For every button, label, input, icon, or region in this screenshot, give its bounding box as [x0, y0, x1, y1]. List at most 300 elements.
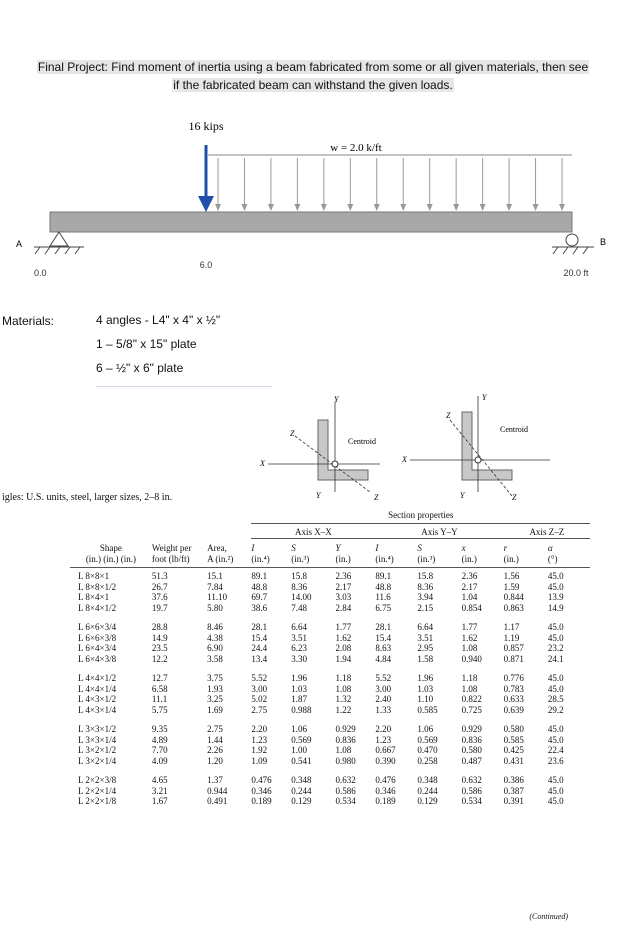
- table-cell: 4.84: [375, 653, 392, 664]
- table-cell: 6.64: [291, 622, 307, 632]
- table-cell: 7.84: [207, 581, 223, 592]
- table-cell: 2.84: [335, 602, 352, 613]
- svg-text:Z: Z: [290, 429, 295, 438]
- table-cell: 5.52: [251, 673, 268, 683]
- table-cell: 0.836: [335, 734, 356, 745]
- svg-text:X: X: [260, 459, 265, 468]
- table-cell: 0.348: [291, 775, 312, 785]
- support-a-label: A: [16, 239, 23, 249]
- table-cell: 69.7: [251, 592, 268, 602]
- table-cell: 13.9: [547, 592, 564, 602]
- table-cell: 6.90: [207, 643, 223, 653]
- table-cell: 2.36: [461, 571, 478, 581]
- table-cell: 0.585: [503, 734, 524, 745]
- angle-figure-equal-leg: [259, 395, 380, 502]
- column-unit: (in.): [461, 553, 477, 564]
- column-unit: (in.³): [291, 553, 310, 564]
- table-cell: 0.189: [375, 796, 396, 806]
- column-unit: foot (lb/ft): [151, 553, 190, 564]
- table-cell: 13.4: [251, 653, 268, 664]
- table-cell: 89.1: [251, 571, 268, 581]
- shape-cell: L 4×3×1/4: [78, 704, 117, 715]
- table-cell: 1.77: [335, 622, 352, 632]
- table-cell: 8.46: [207, 622, 223, 632]
- table-cell: 1.19: [503, 632, 520, 643]
- roller-support-b: [566, 234, 578, 246]
- table-cell: 45.0: [547, 724, 564, 734]
- svg-text:Y: Y: [460, 491, 465, 500]
- table-row: [70, 592, 590, 603]
- table-cell: 0.586: [461, 785, 482, 796]
- table-cell: 19.7: [151, 602, 168, 613]
- column-unit: (in.): [503, 553, 519, 564]
- distributed-load-arrowhead: [506, 204, 512, 211]
- table-cell: 0.569: [417, 734, 438, 745]
- column-header: Shape: [99, 542, 122, 553]
- table-cell: 45.0: [547, 673, 564, 683]
- continued-note: (Continued): [529, 912, 568, 921]
- table-cell: 23.5: [151, 643, 168, 653]
- section-properties-row: [70, 510, 590, 523]
- table-cell: 0.346: [375, 785, 396, 796]
- distributed-load-arrowhead: [294, 204, 300, 211]
- table-cell: 3.00: [375, 683, 392, 694]
- table-row: [70, 684, 590, 695]
- table-row: [70, 582, 590, 593]
- table-cell: 2.17: [461, 581, 478, 592]
- shape-cell: L 6×6×3/8: [78, 632, 117, 643]
- table-cell: 1.62: [335, 632, 352, 643]
- table-cell: 28.1: [251, 622, 268, 632]
- table-cell: 4.65: [151, 775, 168, 785]
- table-cell: 0.346: [251, 785, 272, 796]
- table-cell: 15.8: [291, 571, 307, 581]
- table-row: [70, 735, 590, 746]
- ground-hatch-a: [35, 247, 80, 254]
- shape-cell: L 8×4×1: [78, 592, 110, 602]
- column-unit: (in.⁴): [375, 553, 394, 564]
- table-cell: 26.7: [151, 581, 168, 592]
- table-cell: 3.21: [151, 785, 168, 796]
- table-cell: 0.632: [461, 775, 482, 785]
- table-row: [70, 664, 590, 684]
- column-header: S: [291, 543, 296, 553]
- material-item-plate-1: 1 – 5/8" x 15" plate: [96, 337, 197, 351]
- table-cell: 6.23: [291, 643, 307, 653]
- table-cell: 2.26: [207, 745, 223, 755]
- table-cell: 0.476: [251, 775, 272, 785]
- table-cell: 3.00: [251, 683, 268, 694]
- table-cell: 0.258: [417, 755, 438, 766]
- table-cell: 6.58: [151, 683, 168, 694]
- centroid-label-left: Centroid: [348, 437, 376, 446]
- column-header: Y: [335, 543, 341, 553]
- table-cell: 0.836: [461, 734, 482, 745]
- table-cell: 0.387: [503, 785, 524, 796]
- table-cell: 15.8: [417, 571, 434, 581]
- column-header: x: [461, 543, 466, 553]
- axis-yy-heading: Axis Y–Y: [375, 523, 503, 539]
- table-cell: 1.59: [503, 581, 520, 592]
- shape-cell: L 8×8×1: [78, 571, 110, 581]
- table-cell: 0.348: [417, 775, 438, 785]
- table-row: [70, 786, 590, 797]
- table-cell: 0.244: [417, 785, 438, 796]
- table-cell: 0.929: [461, 724, 482, 734]
- distributed-load-arrowhead: [400, 204, 406, 211]
- table-cell: 1.77: [461, 622, 478, 632]
- table-cell: 1.06: [291, 724, 307, 734]
- materials-label: Materials:: [2, 314, 55, 328]
- table-row: [70, 694, 590, 705]
- table-cell: 4.89: [151, 734, 168, 745]
- column-unit: (in.³): [417, 553, 436, 564]
- table-cell: 2.20: [251, 724, 268, 734]
- table-cell: 45.0: [547, 683, 564, 694]
- table-cell: 28.1: [375, 622, 392, 632]
- angle-properties-table: [70, 510, 590, 807]
- table-cell: 2.95: [417, 643, 434, 653]
- material-item-angles: 4 angles - L4" x 4" x ½": [96, 313, 221, 327]
- table-cell: 0.541: [291, 755, 312, 766]
- table-cell: 51.3: [151, 571, 168, 581]
- distributed-load-arrowhead: [241, 204, 247, 211]
- shape-cell: L 4×3×1/2: [78, 694, 117, 704]
- distributed-load-arrowhead: [374, 204, 380, 211]
- angle-section-figures: [250, 392, 560, 504]
- table-cell: 0.470: [417, 745, 438, 755]
- table-cell: 1.32: [335, 694, 352, 704]
- table-row: [70, 654, 590, 665]
- table-cell: 1.22: [335, 704, 352, 715]
- shape-cell: L 2×2×1/4: [78, 785, 117, 796]
- table-cell: 3.58: [207, 653, 223, 664]
- table-cell: 1.08: [335, 745, 352, 755]
- table-row: [70, 796, 590, 807]
- table-cell: 0.390: [375, 755, 396, 766]
- table-cell: 45.0: [547, 785, 564, 796]
- point-load-arrowhead: [198, 196, 214, 212]
- table-cell: 0.988: [291, 704, 312, 715]
- table-cell: 0.844: [503, 592, 524, 602]
- table-cell: 8.63: [375, 643, 392, 653]
- table-cell: 1.18: [335, 673, 352, 683]
- shape-cell: L 6×6×3/4: [78, 622, 117, 632]
- table-cell: 1.08: [461, 643, 478, 653]
- table-row: [70, 766, 590, 786]
- table-cell: 1.44: [207, 734, 223, 745]
- table-cell: 1.23: [375, 734, 392, 745]
- pin-support-a: [50, 232, 68, 246]
- column-header: r: [503, 543, 508, 553]
- table-cell: 1.18: [461, 673, 478, 683]
- table-cell: 24.4: [251, 643, 268, 653]
- centroid-label-right: Centroid: [500, 425, 528, 434]
- table-cell: 0.534: [335, 796, 356, 806]
- table-cell: 1.67: [151, 796, 168, 806]
- table-cell: 0.569: [291, 734, 312, 745]
- material-item-plate-2: 6 – ½" x 6" plate: [96, 361, 184, 375]
- distributed-load-arrowhead: [453, 204, 459, 211]
- svg-text:Y: Y: [316, 491, 321, 500]
- shape-cell: L 3×3×1/4: [78, 734, 117, 745]
- table-cell: 4.09: [151, 755, 168, 766]
- table-cell: 2.17: [335, 581, 352, 592]
- table-cell: 5.52: [375, 673, 392, 683]
- table-cell: 3.25: [207, 694, 223, 704]
- column-unit: (in.⁴): [251, 553, 270, 564]
- table-cell: 12.7: [151, 673, 168, 683]
- table-cell: 1.03: [291, 683, 307, 694]
- table-cell: 3.94: [417, 592, 434, 602]
- column-unit: A (in.²): [207, 553, 234, 564]
- table-cell: 28.5: [547, 694, 564, 704]
- ground-hatch-b: [553, 247, 588, 254]
- column-header-row: [70, 539, 590, 554]
- distributed-load-arrowhead: [427, 204, 433, 211]
- shape-cell: L 6×4×3/8: [78, 653, 117, 664]
- table-row: [70, 603, 590, 614]
- column-unit: (°): [547, 553, 558, 564]
- svg-text:Z: Z: [374, 493, 379, 502]
- table-cell: 0.580: [503, 724, 524, 734]
- project-title: [0, 58, 626, 94]
- table-cell: 0.632: [335, 775, 356, 785]
- table-cell: 0.854: [461, 602, 482, 613]
- table-cell: 11.1: [151, 694, 168, 704]
- distributed-load-arrows: [215, 158, 565, 211]
- distributed-load-arrowhead: [347, 204, 353, 211]
- table-body: [70, 568, 590, 807]
- table-cell: 0.776: [503, 673, 524, 683]
- shape-cell: L 4×4×1/2: [78, 673, 117, 683]
- column-unit: (in.) (in.) (in.): [85, 553, 137, 564]
- table-cell: 0.491: [207, 796, 228, 806]
- table-cell: 45.0: [547, 632, 564, 643]
- table-cell: 0.431: [503, 755, 524, 766]
- table-cell: 1.93: [207, 683, 223, 694]
- table-cell: 2.36: [335, 571, 352, 581]
- distributed-load-arrowhead: [533, 204, 539, 211]
- table-cell: 45.0: [547, 571, 564, 581]
- table-cell: 4.38: [207, 632, 223, 643]
- table-cell: 0.667: [375, 745, 396, 755]
- table-cell: 1.33: [375, 704, 392, 715]
- table-cell: 1.10: [417, 694, 434, 704]
- table-row: [70, 745, 590, 756]
- table-cell: 7.48: [291, 602, 307, 613]
- table-cell: 1.37: [207, 775, 223, 785]
- shape-cell: L 2×2×3/8: [78, 775, 117, 785]
- table-cell: 23.6: [547, 755, 564, 766]
- table-cell: 24.1: [547, 653, 564, 664]
- table-cell: 0.189: [251, 796, 272, 806]
- table-row: [70, 643, 590, 654]
- table-cell: 6.64: [417, 622, 434, 632]
- point-load-label: 16 kips: [188, 119, 224, 133]
- table-cell: 0.871: [503, 653, 524, 664]
- beam-diagram: [0, 100, 626, 290]
- distributed-load-arrowhead: [321, 204, 327, 211]
- table-cell: 1.92: [251, 745, 268, 755]
- table-cell: 0.129: [291, 796, 312, 806]
- table-cell: 1.03: [417, 683, 434, 694]
- table-cell: 37.6: [151, 592, 168, 602]
- shape-cell: L 3×3×1/2: [78, 724, 117, 734]
- table-cell: 1.96: [291, 673, 307, 683]
- axis-group-row: [70, 523, 590, 539]
- svg-text:Z: Z: [446, 411, 451, 420]
- table-cell: 5.80: [207, 602, 223, 613]
- table-cell: 3.03: [335, 592, 352, 602]
- table-row: [70, 715, 590, 735]
- table-cell: 0.244: [291, 785, 312, 796]
- table-cell: 3.51: [417, 632, 434, 643]
- x-end-label: 20.0 ft: [563, 268, 589, 278]
- table-cell: 0.725: [461, 704, 482, 715]
- table-cell: 8.36: [291, 581, 307, 592]
- table-cell: 45.0: [547, 775, 564, 785]
- svg-text:Y: Y: [334, 395, 339, 404]
- column-header: Weight per: [151, 542, 192, 553]
- table-cell: 1.96: [417, 673, 434, 683]
- shape-cell: L 8×8×1/2: [78, 581, 117, 592]
- table-cell: 3.51: [291, 632, 307, 643]
- table-cell: 15.4: [375, 632, 392, 643]
- axis-zz-heading: Axis Z–Z: [504, 523, 590, 539]
- table-cell: 1.08: [335, 683, 352, 694]
- support-b-label: B: [600, 237, 607, 247]
- table-cell: 0.639: [503, 704, 524, 715]
- table-cell: 45.0: [547, 622, 564, 632]
- table-cell: 0.487: [461, 755, 482, 766]
- table-cell: 0.633: [503, 694, 524, 704]
- distributed-load-label: w = 2.0 k/ft: [330, 142, 382, 154]
- beam-body: [50, 212, 572, 232]
- table-cell: 9.35: [151, 724, 168, 734]
- table-cell: 1.17: [503, 622, 520, 632]
- table-cell: 0.585: [417, 704, 438, 715]
- table-cell: 0.386: [503, 775, 524, 785]
- table-cell: 1.04: [461, 592, 478, 602]
- table-cell: 11.6: [375, 592, 391, 602]
- table-cell: 2.40: [375, 694, 392, 704]
- table-cell: 0.425: [503, 745, 524, 755]
- table-cell: 1.56: [503, 571, 520, 581]
- table-cell: 29.2: [547, 704, 564, 715]
- column-header: Area,: [207, 542, 227, 553]
- distributed-load-arrowhead: [268, 204, 274, 211]
- table-cell: 89.1: [375, 571, 392, 581]
- svg-text:Y: Y: [482, 393, 487, 402]
- table-cell: 8.36: [417, 581, 434, 592]
- column-header: α: [547, 543, 553, 553]
- table-cell: 2.75: [207, 724, 223, 734]
- column-header: I: [251, 543, 255, 553]
- table-cell: 2.15: [417, 602, 434, 613]
- table-cell: 1.23: [251, 734, 268, 745]
- table-cell: 28.8: [151, 622, 168, 632]
- table-cell: 1.62: [461, 632, 478, 643]
- table-cell: 48.8: [375, 581, 392, 592]
- x-load-label: 6.0: [199, 260, 213, 270]
- table-cell: 0.863: [503, 602, 524, 613]
- table-cell: 0.391: [503, 796, 524, 806]
- table-row: [70, 613, 590, 633]
- table-cell: 12.2: [151, 653, 168, 664]
- table-cell: 45.0: [547, 796, 564, 806]
- shape-cell: L 3×2×1/4: [78, 755, 117, 766]
- table-cell: 0.944: [207, 785, 228, 796]
- shape-cell: L 6×4×3/4: [78, 643, 117, 653]
- table-cell: 1.06: [417, 724, 434, 734]
- column-header: S: [417, 543, 422, 553]
- table-cell: 0.783: [503, 683, 524, 694]
- table-cell: 1.58: [417, 653, 434, 664]
- table-cell: 1.69: [207, 704, 223, 715]
- table-cell: 14.00: [291, 592, 312, 602]
- table-cell: 2.20: [375, 724, 392, 734]
- table-cell: 3.30: [291, 653, 307, 664]
- table-cell: 11.10: [207, 592, 228, 602]
- table-caption: igles: U.S. units, steel, larger sizes, 2–8 in.: [2, 492, 173, 503]
- table-cell: 0.980: [335, 755, 356, 766]
- table-cell: 1.20: [207, 755, 223, 766]
- table-cell: 0.476: [375, 775, 396, 785]
- x-start-label: 0.0: [34, 268, 47, 278]
- distributed-load-arrowhead: [480, 204, 486, 211]
- table-cell: 2.08: [335, 643, 352, 653]
- table-cell: 22.4: [547, 745, 564, 755]
- table-cell: 14.9: [151, 632, 168, 643]
- table-cell: 0.822: [461, 694, 482, 704]
- table-row: [70, 756, 590, 767]
- title-line-1: Final Project: Find moment of inertia using a beam fabricated from some or all given materials, then see: [37, 60, 589, 74]
- column-unit: (in.): [335, 553, 351, 564]
- svg-text:Z: Z: [512, 493, 517, 502]
- table-cell: 45.0: [547, 734, 564, 745]
- table-row: [70, 633, 590, 644]
- table-cell: 0.129: [417, 796, 438, 806]
- table-cell: 5.02: [251, 694, 268, 704]
- distributed-load-arrowhead: [559, 204, 565, 211]
- shape-cell: L 2×2×1/8: [78, 796, 117, 806]
- table-cell: 7.70: [151, 745, 168, 755]
- table-cell: 48.8: [251, 581, 268, 592]
- axis-xx-heading: Axis X–X: [251, 523, 375, 539]
- table-cell: 5.75: [151, 704, 168, 715]
- table-cell: 15.4: [251, 632, 268, 643]
- shape-cell: L 3×2×1/2: [78, 745, 117, 755]
- table-cell: 0.586: [335, 785, 356, 796]
- table-cell: 1.09: [251, 755, 268, 766]
- divider: [96, 386, 272, 387]
- table-cell: 1.08: [461, 683, 478, 694]
- table-cell: 45.0: [547, 581, 564, 592]
- table-cell: 0.580: [461, 745, 482, 755]
- shape-cell: L 4×4×1/4: [78, 683, 117, 694]
- shape-cell: L 8×4×1/2: [78, 602, 117, 613]
- angle-figure-unequal-leg: [401, 393, 550, 502]
- distributed-load-arrowhead: [215, 204, 221, 211]
- table-row: [70, 705, 590, 716]
- table-cell: 14.9: [547, 602, 564, 613]
- table-cell: 0.940: [461, 653, 482, 664]
- table-cell: 3.75: [207, 673, 223, 683]
- table-cell: 2.75: [251, 704, 268, 715]
- table-cell: 6.75: [375, 602, 392, 613]
- table-cell: 0.929: [335, 724, 356, 734]
